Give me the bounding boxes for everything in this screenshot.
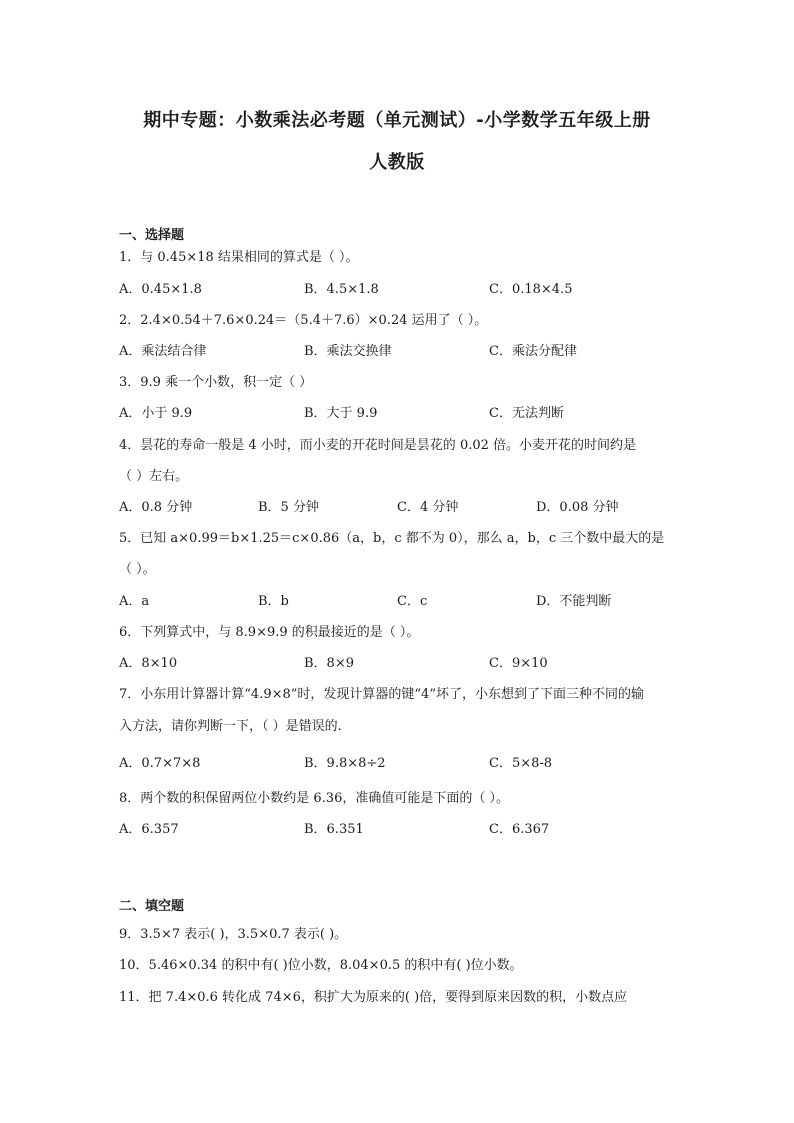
question-1-option-b: B．4.5×1.8 xyxy=(304,282,379,297)
section-heading-fill: 二、填空题 xyxy=(119,899,185,914)
question-2-option-c: C．乘法分配律 xyxy=(489,344,577,359)
question-7-option-a: A．0.7×7×8 xyxy=(119,756,201,771)
question-8-option-c: C．6.367 xyxy=(489,822,550,837)
question-6-option-a: A．8×10 xyxy=(119,656,178,671)
question-7-option-b: B．9.8×8÷2 xyxy=(304,756,386,771)
document-title-line2: 人教版 xyxy=(369,152,425,173)
question-5: 5．已知 a×0.99＝b×1.25＝c×0.86（a，b，c 都不为 0），那么 a，b，c 三个数中最大的是 xyxy=(119,531,665,546)
question-5-continued: （ ）。 xyxy=(119,562,156,577)
question-3-option-c: C．无法判断 xyxy=(489,406,564,421)
question-8: 8．两个数的积保留两位小数约是 6.36，准确值可能是下面的（ ）。 xyxy=(119,791,509,806)
question-3-option-b: B．大于 9.9 xyxy=(304,406,378,421)
question-6-option-c: C．9×10 xyxy=(489,656,548,671)
question-1-option-c: C．0.18×4.5 xyxy=(489,282,573,297)
question-4-option-b: B．5 分钟 xyxy=(258,500,319,515)
question-5-option-c: C．c xyxy=(397,594,428,609)
question-8-option-b: B．6.351 xyxy=(304,822,364,837)
question-3: 3．9.9 乘一个小数，积一定（ ） xyxy=(119,375,313,390)
question-7-option-c: C．5×8-8 xyxy=(489,756,553,771)
question-4-option-d: D．0.08 分钟 xyxy=(536,500,619,515)
question-5-option-b: B．b xyxy=(258,594,289,609)
question-4-option-c: C．4 分钟 xyxy=(397,500,459,515)
question-1: 1．与 0.45×18 结果相同的算式是（ ）。 xyxy=(119,250,359,265)
question-5-option-d: D．不能判断 xyxy=(536,594,612,609)
question-7: 7．小东用计算器计算“4.9×8”时，发现计算器的键“4”坏了，小东想到了下面三种不同的输 xyxy=(119,687,644,702)
question-10: 10．5.46×0.34 的积中有( )位小数，8.04×0.5 的积中有( )位小数。 xyxy=(119,958,523,973)
question-2-option-a: A．乘法结合律 xyxy=(119,344,207,359)
question-2-option-b: B．乘法交换律 xyxy=(304,344,392,359)
question-6: 6．下列算式中，与 8.9×9.9 的积最接近的是（ ）。 xyxy=(119,625,420,640)
question-8-option-a: A．6.357 xyxy=(119,822,179,837)
question-5-option-a: A．a xyxy=(119,594,150,609)
question-3-option-a: A．小于 9.9 xyxy=(119,406,193,421)
question-4-continued: （ ）左右。 xyxy=(119,469,189,484)
section-heading-choice: 一、选择题 xyxy=(119,228,185,243)
question-4-option-a: A．0.8 分钟 xyxy=(119,500,193,515)
question-2: 2．2.4×0.54＋7.6×0.24＝（5.4＋7.6）×0.24 运用了（ ）。 xyxy=(119,313,488,328)
question-9: 9．3.5×7 表示( )，3.5×0.7 表示( )。 xyxy=(119,927,348,942)
question-7-continued: 入方法，请你判断一下，（ ）是错误的. xyxy=(119,719,342,734)
document-title: 期中专题：小数乘法必考题（单元测试）-小学数学五年级上册 xyxy=(143,110,651,131)
question-1-option-a: A．0.45×1.8 xyxy=(119,282,202,297)
question-11: 11．把 7.4×0.6 转化成 74×6，积扩大为原来的( )倍，要得到原来因数的积，小数点应 xyxy=(119,990,628,1005)
question-6-option-b: B．8×9 xyxy=(304,656,354,671)
question-4: 4．昙花的寿命一般是 4 小时，而小麦的开花时间是昙花的 0.02 倍。小麦开花的时间约是 xyxy=(119,438,637,453)
